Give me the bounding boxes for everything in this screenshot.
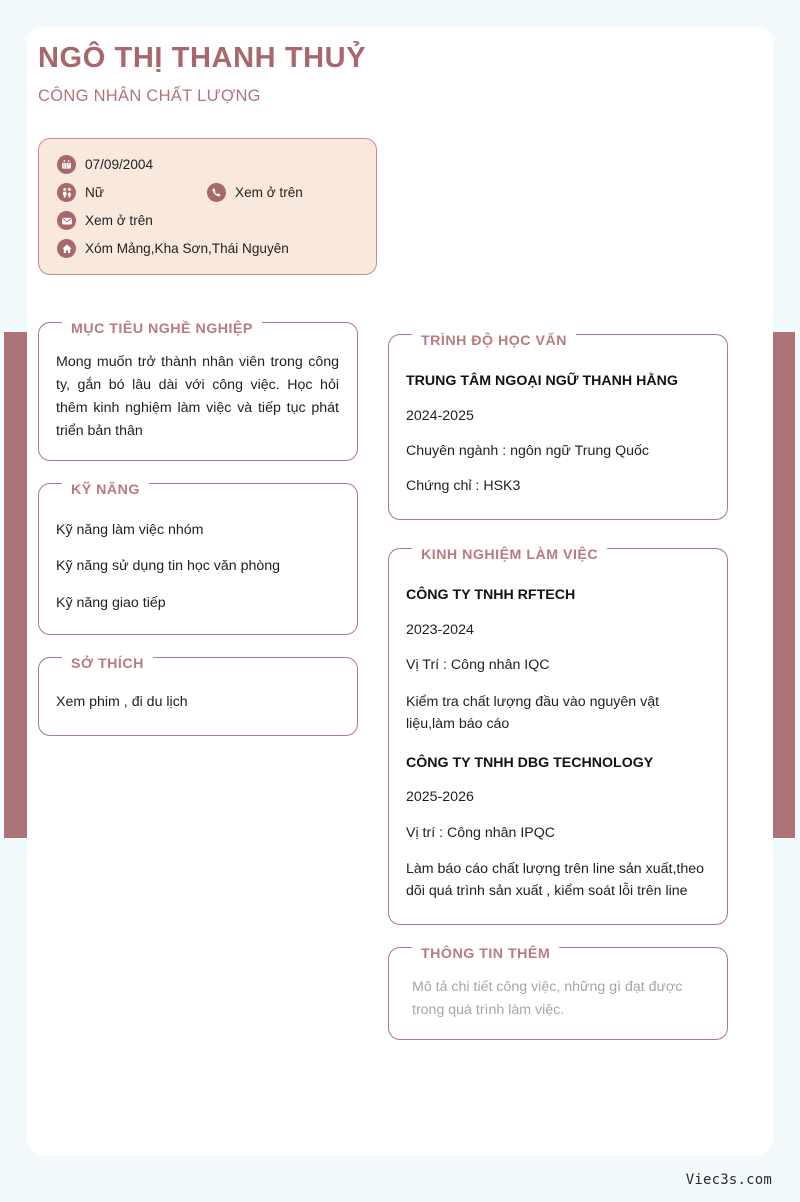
experience-company: CÔNG TY TNHH RFTECH bbox=[406, 587, 576, 604]
cv-header bbox=[38, 42, 698, 106]
contact-row-email bbox=[57, 211, 360, 230]
decorative-right-bar bbox=[772, 332, 795, 838]
contact-item-address bbox=[57, 239, 289, 258]
section-border-line bbox=[262, 322, 358, 338]
experience-description: Làm báo cáo chất lượng trên line sản xuất,theo dõi quá trình sản xuất , kiểm soát lỗi trên line bbox=[406, 860, 705, 899]
list-item: Kỹ năng sử dụng tin học văn phòng bbox=[56, 558, 281, 575]
section-border-stub bbox=[38, 657, 62, 673]
section-body-education bbox=[388, 349, 728, 520]
education-period: 2024-2025 bbox=[406, 407, 474, 424]
education-certificate: Chứng chỉ : HSK3 bbox=[406, 478, 521, 495]
section-header-experience bbox=[388, 548, 728, 564]
section-body-experience bbox=[388, 563, 728, 924]
contact-item-gender bbox=[57, 183, 207, 202]
career-goal-text: Mong muốn trở thành nhân viên trong công ty, gắn bó lâu dài với công việc. Học hỏi thêm kinh nghiệm làm việc và tiếp tục phát triển bản thân bbox=[56, 354, 339, 439]
experience-company: CÔNG TY TNHH DBG TECHNOLOGY bbox=[406, 754, 654, 771]
right-column bbox=[388, 334, 728, 1040]
section-title-education: TRÌNH ĐỘ HỌC VẤN bbox=[421, 333, 567, 349]
home-icon bbox=[57, 239, 76, 258]
experience-period: 2025-2026 bbox=[406, 789, 474, 806]
additional-info-placeholder: Mô tả chi tiết công việc, những gì đạt được trong quá trình làm việc. bbox=[412, 978, 683, 1018]
section-additional-info bbox=[388, 947, 728, 1040]
email-value: Xem ở trên bbox=[85, 213, 153, 228]
contact-row-gender-phone bbox=[57, 183, 360, 202]
section-body-skills bbox=[38, 498, 358, 635]
section-border-line bbox=[559, 947, 728, 963]
contact-row-address bbox=[57, 239, 360, 258]
section-border-line bbox=[149, 483, 358, 499]
candidate-name: NGÔ THỊ THANH THUỶ bbox=[38, 42, 367, 74]
section-body-career-goal bbox=[38, 337, 358, 461]
education-major: Chuyên ngành : ngôn ngữ Trung Quốc bbox=[406, 442, 649, 459]
gender-icon bbox=[57, 183, 76, 202]
section-title-skills: KỸ NĂNG bbox=[71, 482, 140, 498]
section-title-additional-info: THÔNG TIN THÊM bbox=[421, 945, 551, 962]
section-skills bbox=[38, 483, 358, 635]
list-item: Kỹ năng giao tiếp bbox=[56, 594, 166, 611]
section-header-education bbox=[388, 334, 728, 350]
section-body-additional-info[interactable] bbox=[388, 962, 728, 1040]
section-border-stub bbox=[388, 947, 412, 963]
decorative-left-bar bbox=[4, 332, 27, 838]
experience-position: Vị Trí : Công nhân IQC bbox=[406, 657, 550, 674]
section-hobbies bbox=[38, 657, 358, 736]
experience-entry bbox=[406, 753, 709, 902]
section-border-stub bbox=[388, 548, 412, 564]
experience-entry bbox=[406, 585, 709, 734]
section-title-experience: KINH NGHIỆM LÀM VIỆC bbox=[421, 547, 599, 564]
section-header-career-goal bbox=[38, 322, 358, 338]
contact-item-email bbox=[57, 211, 153, 230]
section-border-stub bbox=[388, 334, 412, 350]
section-career-goal bbox=[38, 322, 358, 461]
section-header-hobbies bbox=[38, 657, 358, 673]
list-item: Xem phim , đi du lịch bbox=[56, 693, 188, 710]
section-education bbox=[388, 334, 728, 520]
calendar-icon bbox=[57, 155, 76, 174]
section-border-line bbox=[153, 657, 358, 673]
section-border-line bbox=[607, 548, 728, 564]
address-value: Xóm Mảng,Kha Sơn,Thái Nguyên bbox=[85, 241, 289, 256]
section-experience bbox=[388, 548, 728, 924]
section-header-skills bbox=[38, 483, 358, 499]
contact-item-birthday bbox=[57, 155, 207, 174]
experience-description: Kiểm tra chất lượng đầu vào nguyên vật liệu,làm báo cáo bbox=[406, 693, 660, 732]
experience-period: 2023-2024 bbox=[406, 622, 474, 639]
contact-info-box bbox=[38, 138, 377, 275]
birthday-value: 07/09/2004 bbox=[85, 157, 154, 172]
section-title-career-goal: MỤC TIÊU NGHỀ NGHIỆP bbox=[71, 321, 253, 337]
list-item: Kỹ năng làm việc nhóm bbox=[56, 522, 204, 538]
footer-watermark: Viec3s.com bbox=[685, 1172, 772, 1188]
candidate-job-title: CÔNG NHÂN CHẤT LƯỢNG bbox=[38, 87, 261, 106]
section-border-stub bbox=[38, 483, 62, 499]
contact-row-birthday bbox=[57, 155, 360, 174]
envelope-icon bbox=[57, 211, 76, 230]
section-border-stub bbox=[38, 322, 62, 338]
section-border-line bbox=[576, 334, 728, 350]
left-column bbox=[38, 322, 358, 736]
section-header-additional-info bbox=[388, 947, 728, 963]
education-school: TRUNG TÂM NGOẠI NGỮ THANH HẰNG bbox=[406, 373, 678, 389]
contact-item-phone bbox=[207, 183, 303, 202]
education-entry bbox=[406, 371, 709, 497]
gender-value: Nữ bbox=[85, 185, 104, 200]
phone-value: Xem ở trên bbox=[235, 185, 303, 200]
section-title-hobbies: SỞ THÍCH bbox=[71, 655, 144, 672]
phone-icon bbox=[207, 183, 226, 202]
experience-position: Vị trí : Công nhân IPQC bbox=[406, 824, 556, 841]
section-body-hobbies bbox=[38, 672, 358, 736]
